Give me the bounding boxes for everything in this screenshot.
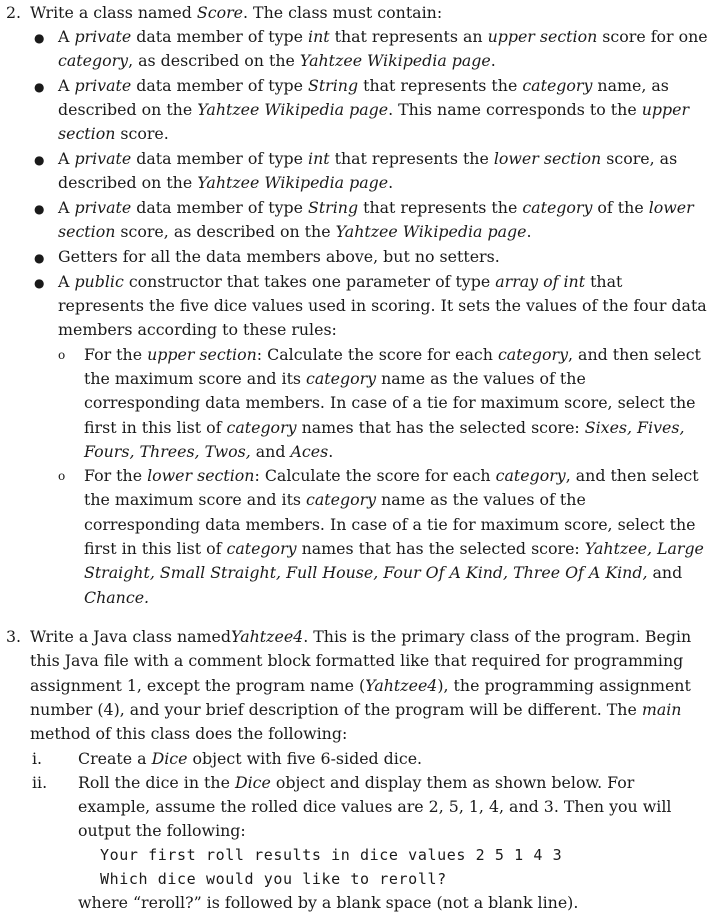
step-i-label: i. [32,749,43,768]
sub-1-line-5: Fours, Threes, Twos, and Aces. [84,442,334,461]
sub-2-line-2: the maximum score and its category name as the values of the [84,490,586,509]
bullet-2-line-1: A private data member of type String that represents the category name, as [58,76,669,95]
sub-bullet-marker: o [58,348,66,362]
sub-2-line-3: corresponding data members. In case of a tie for maximum score, select the [84,515,696,534]
bullet-4-line-1: A private data member of type String that represents the category of the lower [58,198,694,217]
sub-2-line-4: first in this list of category names that has the selected score: Yahtzee, Large [84,539,704,558]
sub-1-line-3: corresponding data members. In case of a tie for maximum score, select the [84,393,696,412]
bullet-marker: ● [34,80,45,94]
sub-2-line-1: For the lower section: Calculate the score for each category, and then select [84,466,699,485]
sub-1-line-2: the maximum score and its category name as the values of the [84,369,586,388]
bullet-marker: ● [34,31,45,45]
bullet-2-line-2: described on the Yahtzee Wikipedia page. This name corresponds to the upper [58,100,690,119]
bullet-5-line-1: Getters for all the data members above, but no setters. [58,247,500,266]
q3-after-note: where “reroll?” is followed by a blank space (not a blank line). [78,893,579,912]
sub-bullet-marker: o [58,469,66,483]
bullet-1-line-1: A private data member of type int that represents an upper section score for one [58,27,708,46]
bullet-marker: ● [34,202,45,216]
sub-2-line-6: Chance. [84,588,150,607]
bullet-6-line-1: A public constructor that takes one parameter of type array of int that [58,272,623,291]
q3-line-1: Write a Java class namedYahtzee4. This is the primary class of the program. Begin [30,627,692,646]
bullet-4-line-2: section score, as described on the Yahtzee Wikipedia page. [58,222,532,241]
bullet-1-line-2: category, as described on the Yahtzee Wikipedia page. [58,51,496,70]
bullet-6-line-3: members according to these rules: [58,320,337,339]
step-ii-label: ii. [32,773,48,792]
q3-number: 3. [6,627,22,646]
q3-line-4: number (4), and your brief description of the program will be different. The main [30,700,682,719]
bullet-3-line-1: A private data member of type int that represents the lower section score, as [58,149,678,168]
sub-1-line-1: For the upper section: Calculate the score for each category, and then select [84,345,701,364]
q2-intro: Write a class named Score. The class must contain: [30,3,443,22]
code-output-line-1: Your first roll results in dice values 2 5 1 4 3 [100,846,563,864]
step-ii-line-2: example, assume the rolled dice values are 2, 5, 1, 4, and 3. Then you will [78,797,672,816]
bullet-6-line-2: represents the five dice values used in scoring. It sets the values of the four data [58,296,707,315]
step-ii-line-3: output the following: [78,821,246,840]
sub-1-line-4: first in this list of category names that has the selected score: Sixes, Fives, [84,418,685,437]
q3-line-2: this Java file with a comment block formatted like that required for programming [30,651,684,670]
bullet-3-line-2: described on the Yahtzee Wikipedia page. [58,173,394,192]
bullet-marker: ● [34,153,45,167]
code-output-line-2: Which dice would you like to reroll? [100,870,447,888]
bullet-2-line-3: section score. [58,124,169,143]
bullet-marker: ● [34,251,45,265]
sub-2-line-5: Straight, Small Straight, Full House, Four Of A Kind, Three Of A Kind, and [84,563,683,582]
step-i-line-1: Create a Dice object with five 6-sided dice. [78,749,423,768]
q3-line-5: method of this class does the following: [30,724,348,743]
bullet-marker: ● [34,276,45,290]
step-ii-line-1: Roll the dice in the Dice object and display them as shown below. For [78,773,635,792]
q3-line-3: assignment 1, except the program name (Yahtzee4), the programming assignment [30,676,691,695]
q2-number: 2. [6,3,22,22]
